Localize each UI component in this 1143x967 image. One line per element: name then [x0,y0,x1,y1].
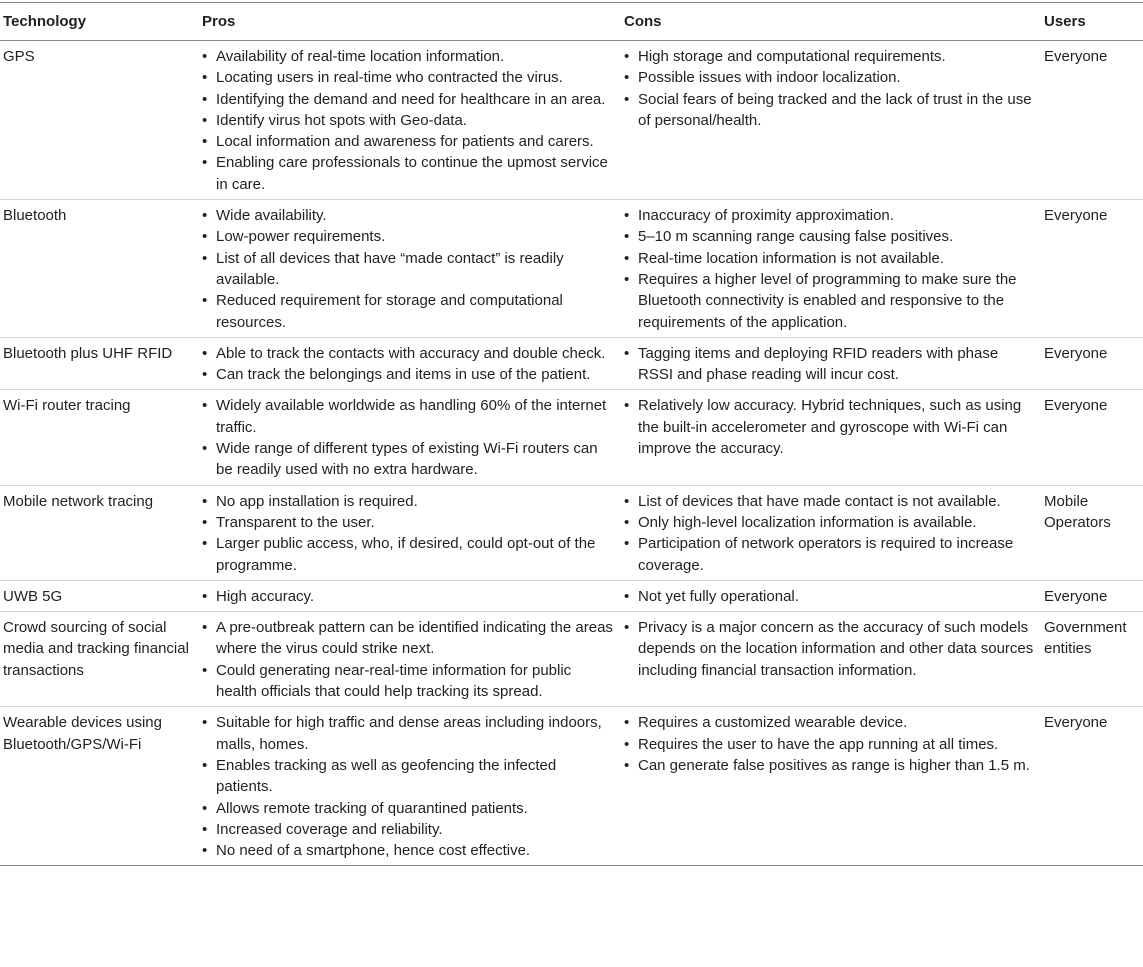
pros-cell [200,712,622,861]
pros-cell [200,205,622,333]
technology-cell: Crowd sourcing of social media and tracking financial transactions [3,619,189,679]
pros-cell [200,46,622,195]
users-cell: Everyone [1044,714,1108,732]
cons-list [622,46,1036,131]
technology-cell: Wi-Fi router tracing [3,397,131,415]
technology-cell: UWB 5G [3,587,63,605]
pro-item: • Larger public access, who, if desired, could opt-out of the programme. [200,533,614,576]
users-cell: Everyone [1044,397,1108,415]
table-row [0,41,1143,200]
pros-list [200,205,614,333]
cons-list [622,712,1036,776]
table-row [0,200,1143,338]
header-technology: Technology [3,13,87,30]
con-item: • Requires the user to have the app running at all times. [622,734,1036,755]
cons-cell [622,586,1044,607]
cons-cell [622,712,1044,861]
pro-item: • Can track the belongings and items in use of the patient. [200,364,614,385]
pro-item: • Reduced requirement for storage and computational resources. [200,290,614,333]
pro-item: • List of all devices that have “made contact” is readily available. [200,248,614,291]
con-item: • Real-time location information is not available. [622,248,1036,269]
pro-item: • No app installation is required. [200,491,614,512]
pros-cell [200,586,622,607]
table-body [0,41,1143,865]
pro-item: • Locating users in real-time who contracted the virus. [200,67,614,88]
technology-cell: Mobile network tracing [3,492,154,510]
pros-list [200,46,614,195]
pros-list [200,586,614,607]
con-item: • Not yet fully operational. [622,586,1036,607]
con-item: • Inaccuracy of proximity approximation. [622,205,1036,226]
cons-list [622,586,1036,607]
pro-item: • Able to track the contacts with accuracy and double check. [200,343,614,364]
pro-item: • Local information and awareness for patients and carers. [200,131,614,152]
cons-list [622,205,1036,333]
cons-list [622,395,1036,459]
pro-item: • Could generating near-real-time information for public health officials that could help tracking its spread. [200,660,614,703]
users-cell: Everyone [1044,587,1108,605]
table-row [0,338,1143,391]
users-cell: Mobile Operators [1044,492,1111,531]
pro-item: • High accuracy. [200,586,614,607]
table-row [0,612,1143,707]
table-header-row [0,3,1143,41]
cons-list [622,343,1036,386]
cons-cell [622,395,1044,480]
pros-cell [200,395,622,480]
technology-cell: GPS [3,48,35,65]
pros-list [200,617,614,702]
pro-item: • Identifying the demand and need for healthcare in an area. [200,89,614,110]
technology-cell: Bluetooth plus UHF RFID [3,344,173,362]
con-item: • Only high-level localization information is available. [622,512,1036,533]
pro-item: • Low-power requirements. [200,226,614,247]
pro-item: • Increased coverage and reliability. [200,819,614,840]
pros-list [200,712,614,861]
con-item: • Participation of network operators is required to increase coverage. [622,533,1036,576]
pros-list [200,395,614,480]
users-cell: Government entities [1044,619,1127,658]
con-item: • Tagging items and deploying RFID readers with phase RSSI and phase reading will incur cost. [622,343,1036,386]
pro-item: • A pre-outbreak pattern can be identified indicating the areas where the virus could strike next. [200,617,614,660]
pro-item: • Enabling care professionals to continue the upmost service in care. [200,152,614,195]
con-item: • High storage and computational requirements. [622,46,1036,67]
pros-cell [200,343,622,386]
users-cell: Everyone [1044,207,1108,225]
table-row [0,581,1143,612]
con-item: • List of devices that have made contact is not available. [622,491,1036,512]
pro-item: • Wide range of different types of existing Wi-Fi routers can be readily used with no extra hardware. [200,438,614,481]
users-cell: Everyone [1044,344,1108,362]
header-users: Users [1044,13,1086,30]
technology-cell: Bluetooth [3,207,67,225]
pros-cell [200,491,622,576]
cons-cell [622,343,1044,386]
cons-cell [622,46,1044,195]
technology-comparison-table [0,2,1143,866]
table-row [0,707,1143,865]
con-item: • Social fears of being tracked and the lack of trust in the use of personal/health. [622,89,1036,132]
pro-item: • Widely available worldwide as handling 60% of the internet traffic. [200,395,614,438]
pro-item: • Wide availability. [200,205,614,226]
pro-item: • Identify virus hot spots with Geo-data. [200,110,614,131]
table-row [0,486,1143,581]
header-pros: Pros [202,13,236,30]
pro-item: • Suitable for high traffic and dense areas including indoors, malls, homes. [200,712,614,755]
con-item: • Relatively low accuracy. Hybrid techniques, such as using the built-in accelerometer and gyroscope with Wi-Fi can improve the accuracy. [622,395,1036,459]
cons-list [622,617,1036,681]
users-cell: Everyone [1044,48,1108,65]
cons-cell [622,617,1044,702]
table-row [0,390,1143,485]
con-item: • Possible issues with indoor localization. [622,67,1036,88]
con-item: • Requires a higher level of programming to make sure the Bluetooth connectivity is enabled and responsive to the requirements of the application. [622,269,1036,333]
pros-list [200,343,614,386]
pros-list [200,491,614,576]
con-item: • Requires a customized wearable device. [622,712,1036,733]
cons-list [622,491,1036,576]
header-cons: Cons [624,13,662,30]
cons-cell [622,491,1044,576]
pro-item: • Transparent to the user. [200,512,614,533]
pro-item: • Enables tracking as well as geofencing the infected patients. [200,755,614,798]
con-item: • Can generate false positives as range is higher than 1.5 m. [622,755,1036,776]
pro-item: • Allows remote tracking of quarantined patients. [200,798,614,819]
technology-cell: Wearable devices using Bluetooth/GPS/Wi-Fi [3,714,162,753]
con-item: • Privacy is a major concern as the accuracy of such models depends on the location information and other data sources including financial transaction information. [622,617,1036,681]
con-item: • 5–10 m scanning range causing false positives. [622,226,1036,247]
cons-cell [622,205,1044,333]
pro-item: • No need of a smartphone, hence cost effective. [200,840,614,861]
pro-item: • Availability of real-time location information. [200,46,614,67]
pros-cell [200,617,622,702]
